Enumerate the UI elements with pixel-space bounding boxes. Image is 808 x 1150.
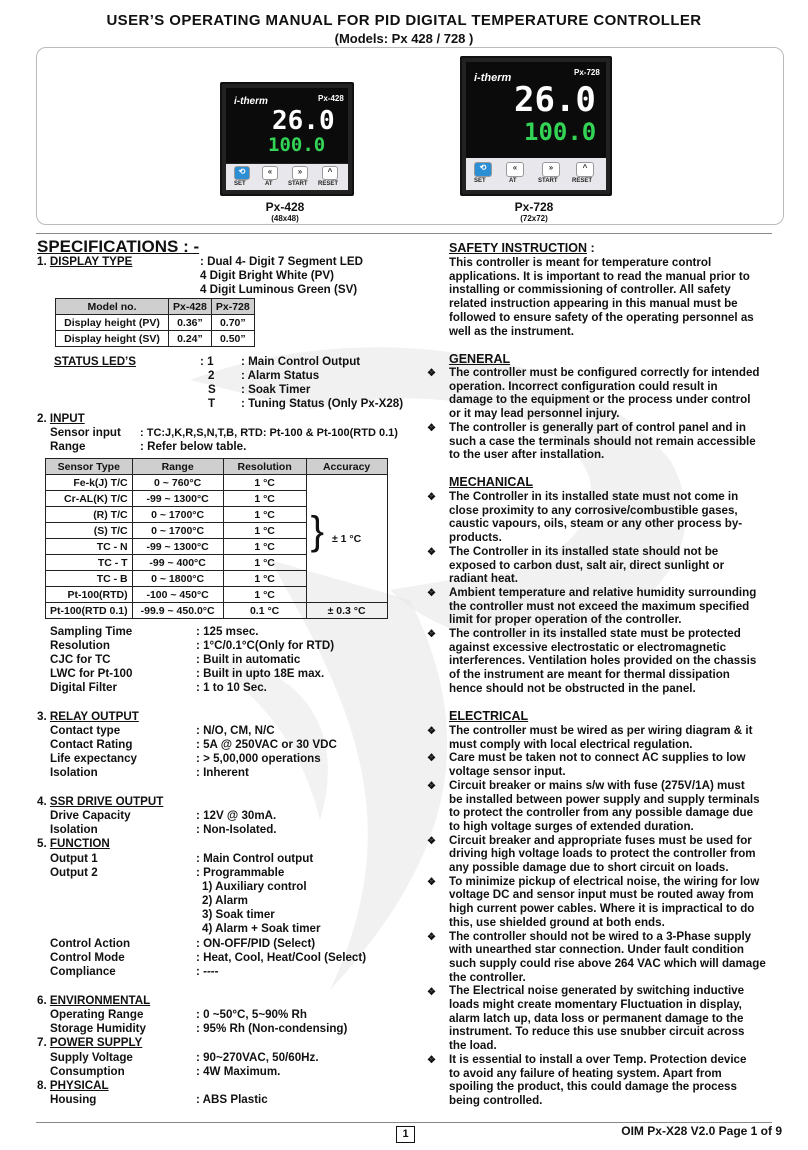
status-code: T <box>208 397 216 410</box>
key-label: SET <box>474 178 486 184</box>
table-cell: 0 ~ 1700°C <box>132 523 223 539</box>
device-model-label: Px-728 <box>574 68 600 77</box>
key-label: RESET <box>572 178 593 184</box>
product-image-panel <box>36 47 784 225</box>
safety-text: This controller is meant for temperature control applications. It is important to read the manual prior to installing or commissioning of controller. All safety related instruction appearing in this manual must be followed to ensure safety of the operating personnel as well as the instrument. <box>449 256 754 338</box>
input-heading: 2. INPUT <box>37 412 85 425</box>
spec-value: : Heat, Cool, Heat/Cool (Select) <box>196 951 367 964</box>
spec-label: Consumption <box>50 1065 125 1078</box>
spec-value: 2) Alarm <box>202 894 248 907</box>
diamond-bullet-icon: ❖ <box>427 423 436 434</box>
diamond-bullet-icon: ❖ <box>427 932 436 943</box>
spec-value: : 1 to 10 Sec. <box>196 681 267 694</box>
spec-value: : ---- <box>196 965 219 978</box>
table-cell: -99 ~ 400°C <box>132 555 223 571</box>
safety-heading: SAFETY INSTRUCTION : <box>449 241 595 255</box>
general-text: The controller must be configured correctly for intended operation. Incorrect configuration could result in damage to the equipment or the process under control or it may lead personnel injury. The controller is generally part of control panel and in such a case the terminals should not remain accessible to the user after installation. <box>449 366 760 462</box>
table-cell: 0.1 °C <box>223 603 306 619</box>
display-type-line: 4 Digit Luminous Green (SV) <box>200 283 358 296</box>
spec-value: : Built in automatic <box>196 653 301 666</box>
sv-display: 100.0 <box>268 134 326 156</box>
display-type-line: 4 Digit Bright White (PV) <box>200 269 334 282</box>
status-desc: : Main Control Output <box>241 355 361 368</box>
spec-label: Operating Range <box>50 1008 144 1021</box>
function-heading: 5. FUNCTION <box>37 837 110 850</box>
table-cell: -99 ~ 1300°C <box>132 491 223 507</box>
diamond-bullet-icon: ❖ <box>427 1055 436 1066</box>
spec-label: Isolation <box>50 766 98 779</box>
start-button[interactable]: » <box>542 162 560 177</box>
spec-label: Contact Rating <box>50 738 133 751</box>
spec-label: Resolution <box>50 639 110 652</box>
table-header: Px-428 <box>169 299 212 315</box>
divider <box>36 233 772 234</box>
document-reference: OIM Px-X28 V2.0 Page 1 of 9 <box>621 1124 782 1138</box>
table-cell: 0 ~ 1800°C <box>132 571 223 587</box>
display-type-line: : Dual 4- Digit 7 Segment LED <box>200 255 363 268</box>
electrical-heading: ELECTRICAL <box>449 709 529 723</box>
sv-display: 100.0 <box>524 118 597 146</box>
ssr-heading: 4. SSR DRIVE OUTPUT <box>37 795 164 808</box>
spec-value: : ON-OFF/PID (Select) <box>196 937 316 950</box>
table-cell: 1 °C <box>223 587 306 603</box>
device-name: Px-728 <box>514 200 554 214</box>
spec-label: CJC for TC <box>50 653 111 666</box>
set-button[interactable]: ⟲ <box>234 166 250 180</box>
table-header: Px-728 <box>211 299 254 315</box>
diamond-bullet-icon: ❖ <box>427 492 436 503</box>
table-cell: TC - N <box>46 539 133 555</box>
status-leds-label: STATUS LED’S <box>54 355 137 368</box>
table-cell: ± 0.3 °C <box>306 603 387 619</box>
page-number: 1 <box>396 1126 415 1143</box>
status-code: 2 <box>208 369 215 382</box>
key-label: AT <box>509 178 517 184</box>
spec-label: Control Mode <box>50 951 125 964</box>
manual-title: USER’S OPERATING MANUAL FOR PID DIGITAL TEMPERATURE CONTROLLER <box>106 12 702 29</box>
spec-label: Drive Capacity <box>50 809 131 822</box>
table-header: Range <box>132 459 223 475</box>
sensor-input-value: : TC:J,K,R,S,N,T,B, RTD: Pt-100 & Pt-100(RTD 0.1) <box>140 427 398 439</box>
models-subtitle: (Models: Px 428 / 728 ) <box>334 31 474 46</box>
spec-label: Output 2 <box>50 866 98 879</box>
general-heading: GENERAL <box>449 352 511 366</box>
spec-value: : 125 msec. <box>196 625 259 638</box>
table-cell: 0.36” <box>169 315 212 331</box>
power-heading: 7. POWER SUPPLY <box>37 1036 143 1049</box>
relay-heading: 3. RELAY OUTPUT <box>37 710 139 723</box>
table-header: Accuracy <box>306 459 387 475</box>
spec-label: Life expectancy <box>50 752 137 765</box>
spec-value: 4) Alarm + Soak timer <box>202 922 321 935</box>
spec-value: 1) Auxiliary control <box>202 880 307 893</box>
spec-value: : 1°C/0.1°C(Only for RTD) <box>196 639 335 652</box>
device-brand: i-therm <box>234 96 268 107</box>
diamond-bullet-icon: ❖ <box>427 753 436 764</box>
mechanical-text: The Controller in its installed state must not come in close proximity to any corrosive/combustible gases, caustic vapours, oils, steam or any other process by- products. The Controller in its installed state should not be exposed to carbon dust, salt air, direct sunlight or radiant heat. Ambient temperature and relative humidity surrounding the controller must not exceed the maximum specified limit for proper operation of the controller. The controller in its installed state must be protected against excessive electrostatic or electromagnetic interferences. Ventilation holes provided on the chassis of the instrument are meant for thermal dissipation hence should not be obstructed in the panel. <box>449 490 757 695</box>
table-cell: Cr-AL(K) T/C <box>46 491 133 507</box>
sensor-table <box>45 458 388 619</box>
table-cell: Pt-100(RTD) <box>46 587 133 603</box>
table-cell: Pt-100(RTD 0.1) <box>46 603 133 619</box>
diamond-bullet-icon: ❖ <box>427 547 436 558</box>
diamond-bullet-icon: ❖ <box>427 836 436 847</box>
spec-value: : Main Control output <box>196 852 314 865</box>
physical-heading: 8. PHYSICAL <box>37 1079 109 1092</box>
spec-label: Isolation <box>50 823 98 836</box>
device-size: (48x48) <box>271 214 299 223</box>
reset-button[interactable]: ^ <box>322 166 338 180</box>
device-name: Px-428 <box>265 200 305 214</box>
diamond-bullet-icon: ❖ <box>427 726 436 737</box>
table-cell: TC - B <box>46 571 133 587</box>
spec-value: : N/O, CM, N/C <box>196 724 275 737</box>
spec-value: : > 5,00,000 operations <box>196 752 321 765</box>
table-cell: 1 °C <box>223 475 306 491</box>
spec-label: Supply Voltage <box>50 1051 133 1064</box>
table-cell: (R) T/C <box>46 507 133 523</box>
sensor-input-label: Sensor input <box>50 426 121 439</box>
status-desc: : Alarm Status <box>241 369 320 382</box>
spec-label: Storage Humidity <box>50 1022 146 1035</box>
status-desc: : Soak Timer <box>241 383 311 396</box>
table-cell: Display height (PV) <box>56 315 169 331</box>
at-button[interactable]: « <box>262 166 278 180</box>
range-value: : Refer below table. <box>140 440 247 453</box>
spec-value: : 90~270VAC, 50/60Hz. <box>196 1051 319 1064</box>
spec-value: : 95% Rh (Non-condensing) <box>196 1022 348 1035</box>
table-cell: 1 °C <box>223 507 306 523</box>
mechanical-heading: MECHANICAL <box>449 475 534 489</box>
footer-divider <box>36 1122 772 1123</box>
table-cell: -100 ~ 450°C <box>132 587 223 603</box>
environmental-heading: 6. ENVIRONMENTAL <box>37 994 151 1007</box>
device-model-label: Px-428 <box>318 94 344 103</box>
device-brand: i-therm <box>474 72 512 84</box>
table-cell: 0.50” <box>211 331 254 347</box>
spec-value: : Programmable <box>196 866 285 879</box>
table-header: Resolution <box>223 459 306 475</box>
diamond-bullet-icon: ❖ <box>427 368 436 379</box>
diamond-bullet-icon: ❖ <box>427 877 436 888</box>
device-size: (72x72) <box>520 214 548 223</box>
accuracy-group-cell: } ± 1 °C <box>306 475 387 603</box>
spec-label: Contact type <box>50 724 121 737</box>
spec-label: LWC for Pt-100 <box>50 667 133 680</box>
device-px428 <box>220 82 354 196</box>
device-px728 <box>460 56 612 196</box>
table-header: Sensor Type <box>46 459 133 475</box>
table-cell: 1 °C <box>223 491 306 507</box>
table-cell: 1 °C <box>223 523 306 539</box>
table-cell: 1 °C <box>223 539 306 555</box>
key-label: RESET <box>318 181 339 187</box>
set-button[interactable]: ⟲ <box>474 162 492 177</box>
diamond-bullet-icon: ❖ <box>427 588 436 599</box>
range-label: Range <box>50 440 86 453</box>
key-label: SET <box>234 181 246 187</box>
table-cell: 0.24” <box>169 331 212 347</box>
spec-label: Sampling Time <box>50 625 133 638</box>
spec-label: Control Action <box>50 937 131 950</box>
status-code: : 1 <box>200 355 214 368</box>
table-cell: -99.9 ~ 450.0°C <box>132 603 223 619</box>
spec-value: : Inherent <box>196 766 249 779</box>
spec-value: 3) Soak timer <box>202 908 275 921</box>
table-header: Model no. <box>56 299 169 315</box>
spec-value: : Built in upto 18E max. <box>196 667 325 680</box>
display-height-table <box>55 298 255 347</box>
key-label: AT <box>265 181 273 187</box>
table-cell: Fe-k(J) T/C <box>46 475 133 491</box>
table-cell: -99 ~ 1300°C <box>132 539 223 555</box>
diamond-bullet-icon: ❖ <box>427 987 436 998</box>
reset-button[interactable]: ^ <box>576 162 594 177</box>
spec-value: : Non-Isolated. <box>196 823 277 836</box>
spec-value: : 5A @ 250VAC or 30 VDC <box>196 738 337 751</box>
spec-value: : 0 ~50°C, 5~90% Rh <box>196 1008 307 1021</box>
at-button[interactable]: « <box>506 162 524 177</box>
table-cell: 1 °C <box>223 555 306 571</box>
start-button[interactable]: » <box>292 166 308 180</box>
table-cell: (S) T/C <box>46 523 133 539</box>
status-code: S <box>208 383 216 396</box>
key-label: START <box>538 178 558 184</box>
pv-display: 26.0 <box>514 80 596 120</box>
display-type-heading: 1. DISPLAY TYPE <box>37 255 133 268</box>
status-desc: : Tuning Status (Only Px-X28) <box>241 397 404 410</box>
table-cell: 0 ~ 1700°C <box>132 507 223 523</box>
table-cell: 1 °C <box>223 571 306 587</box>
table-cell: Display height (SV) <box>56 331 169 347</box>
table-cell: 0.70” <box>211 315 254 331</box>
table-cell: TC - T <box>46 555 133 571</box>
spec-value: : 4W Maximum. <box>196 1065 281 1078</box>
pv-display: 26.0 <box>272 106 335 136</box>
spec-value: : ABS Plastic <box>196 1093 268 1106</box>
spec-label: Output 1 <box>50 852 98 865</box>
diamond-bullet-icon: ❖ <box>427 781 436 792</box>
key-label: START <box>288 181 308 187</box>
table-cell: 0 ~ 760°C <box>132 475 223 491</box>
spec-value: : 12V @ 30mA. <box>196 809 277 822</box>
spec-label: Compliance <box>50 965 116 978</box>
spec-label: Digital Filter <box>50 681 117 694</box>
diamond-bullet-icon: ❖ <box>427 629 436 640</box>
electrical-text: The controller must be wired as per wiring diagram & it must comply with local electrical regulation. Care must be taken not to connect AC supplies to low voltage sensor input. Circuit breaker or mains s/w with fuse (275V/1A) must be installed between power supply and supply terminals to protect the controller from any possible damage due to high voltage surges of extended duration. Circuit breaker and appropriate fuses must be used for driving high voltage loads to protect the controller from any possible damage due to short circuit on loads. To minimize pickup of electrical noise, the wiring for low voltage DC and sensor input must be routed away from high current power cables. Where it is impractical to do this, use shielded ground at both ends. The controller should not be wired to a 3-Phase supply with unearthed star connection. Under fault condition such supply could rise above 264 VAC which will damage the controller. The Electrical noise generated by switching inductive loads might create momentary Fluctuation in display, alarm latch up, data loss or permanent damage to the instrument. To reduce this use snubber circuit across the load. It is essential to install a over Temp. Protection device to avoid any failure of heating system. Apart from spoiling the product, this could damage the process being controlled. <box>449 724 766 1107</box>
specifications-heading: SPECIFICATIONS : - <box>37 237 200 256</box>
spec-label: Housing <box>50 1093 97 1106</box>
